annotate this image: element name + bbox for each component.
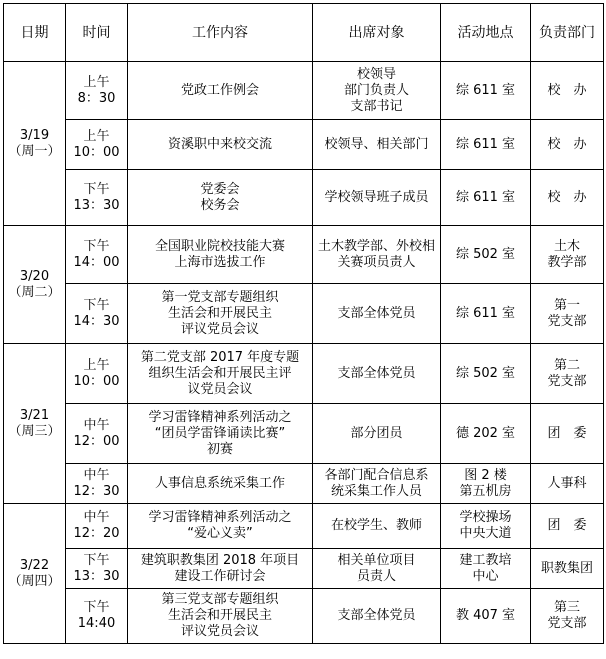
date-cell xyxy=(4,62,66,226)
content-cell xyxy=(128,284,313,344)
dept-cell xyxy=(531,504,604,549)
time-cell xyxy=(66,589,128,644)
dept-cell xyxy=(531,170,604,226)
attendees-cell xyxy=(313,226,441,284)
location-cell-text: 综 611 室 xyxy=(455,305,516,321)
attendees-cell-text: 学校领导班子成员 xyxy=(324,189,429,205)
attendees-cell xyxy=(313,589,441,644)
header-attendees: 出席对象 xyxy=(313,4,441,62)
table-row xyxy=(4,226,604,284)
attendees-cell-text: 各部门配合信息系 统采集工作人员 xyxy=(324,467,429,499)
location-cell-text: 综 611 室 xyxy=(455,189,516,205)
dept-cell xyxy=(531,120,604,170)
attendees-cell xyxy=(313,549,441,589)
dept-cell-text: 人事科 xyxy=(547,475,587,491)
dept-cell xyxy=(531,589,604,644)
content-cell-text: 党委会 校务会 xyxy=(200,181,240,213)
content-cell xyxy=(128,120,313,170)
content-cell-text: 资溪职中来校交流 xyxy=(167,136,272,152)
location-cell xyxy=(441,284,531,344)
location-cell-text: 图 2 楼 第五机房 xyxy=(459,467,512,499)
header-date: 日期 xyxy=(4,4,66,62)
content-cell-text: 第三党支部专题组织 生活会和开展民主 评议党员会议 xyxy=(161,592,279,639)
schedule-table xyxy=(3,3,604,644)
date-text: 3/19 （周一） xyxy=(8,127,61,159)
content-cell-text: 人事信息系统采集工作 xyxy=(154,475,285,491)
dept-cell xyxy=(531,62,604,120)
header-row xyxy=(4,4,604,62)
content-cell xyxy=(128,170,313,226)
time-cell-text: 中午 12：30 xyxy=(73,467,120,499)
location-cell-text: 建工教培 中心 xyxy=(459,552,512,584)
content-cell-text: 第二党支部 2017 年度专题 组织生活会和开展民主评 议党员会议 xyxy=(140,349,300,397)
dept-cell-text: 第一 党支部 xyxy=(547,297,587,329)
time-cell-text: 下午 14:40 xyxy=(77,600,116,631)
dept-cell-text: 职教集团 xyxy=(540,560,593,576)
time-cell-text: 下午 14：00 xyxy=(73,238,120,270)
time-cell xyxy=(66,226,128,284)
dept-cell xyxy=(531,226,604,284)
date-text: 3/22 （周四） xyxy=(8,557,61,589)
location-cell xyxy=(441,504,531,549)
content-cell xyxy=(128,549,313,589)
header-location: 活动地点 xyxy=(441,4,531,62)
header-content: 工作内容 xyxy=(128,4,313,62)
attendees-cell xyxy=(313,464,441,504)
dept-cell-text: 团 委 xyxy=(547,518,587,533)
location-cell xyxy=(441,344,531,404)
table-row xyxy=(4,504,604,549)
dept-cell-text: 校 办 xyxy=(547,82,587,98)
table-row xyxy=(4,170,604,226)
attendees-cell-text: 支部全体党员 xyxy=(337,305,416,321)
attendees-cell xyxy=(313,284,441,344)
dept-cell-text: 第三 党支部 xyxy=(547,600,587,631)
location-cell xyxy=(441,404,531,464)
content-cell-text: 学习雷锋精神系列活动之 “爱心义卖” xyxy=(148,510,292,541)
attendees-cell-text: 支部全体党员 xyxy=(337,608,416,623)
attendees-cell-text: 在校学生、教师 xyxy=(330,518,422,533)
content-cell xyxy=(128,62,313,120)
table-row xyxy=(4,120,604,170)
content-cell xyxy=(128,464,313,504)
time-cell xyxy=(66,404,128,464)
time-cell xyxy=(66,464,128,504)
content-cell-text: 第一党支部专题组织 生活会和开展民主 评议党员会议 xyxy=(161,289,279,337)
dept-cell-text: 第二 党支部 xyxy=(547,357,587,389)
dept-cell xyxy=(531,464,604,504)
time-cell xyxy=(66,504,128,549)
header-time: 时间 xyxy=(66,4,128,62)
location-cell-text: 综 611 室 xyxy=(455,136,516,152)
content-cell xyxy=(128,589,313,644)
table-row xyxy=(4,62,604,120)
dept-cell xyxy=(531,404,604,464)
time-cell-text: 中午 12：20 xyxy=(73,510,120,541)
time-cell-text: 上午 8：30 xyxy=(77,74,116,106)
location-cell xyxy=(441,226,531,284)
location-cell xyxy=(441,589,531,644)
dept-cell-text: 团 委 xyxy=(547,425,587,441)
dept-cell-text: 校 办 xyxy=(547,189,587,205)
dept-cell-text: 土木 教学部 xyxy=(547,238,587,270)
attendees-cell-text: 土木教学部、外校相 关赛项员责人 xyxy=(317,238,435,270)
table-row xyxy=(4,589,604,644)
attendees-cell xyxy=(313,504,441,549)
dept-cell xyxy=(531,344,604,404)
location-cell-text: 教 407 室 xyxy=(455,608,516,623)
time-cell xyxy=(66,120,128,170)
content-cell xyxy=(128,404,313,464)
attendees-cell-text: 相关单位项目 员责人 xyxy=(337,552,416,584)
location-cell xyxy=(441,549,531,589)
time-cell-text: 上午 10：00 xyxy=(73,357,120,389)
content-cell-text: 建筑职教集团 2018 年项目 建设工作研讨会 xyxy=(140,552,300,584)
time-cell xyxy=(66,549,128,589)
location-cell-text: 学校操场 中央大道 xyxy=(459,510,512,541)
time-cell xyxy=(66,62,128,120)
attendees-cell xyxy=(313,170,441,226)
table-row xyxy=(4,549,604,589)
location-cell-text: 综 502 室 xyxy=(455,246,516,262)
table-row xyxy=(4,344,604,404)
time-cell-text: 上午 10：00 xyxy=(73,128,120,160)
date-text: 3/20 （周二） xyxy=(8,268,61,300)
dept-cell xyxy=(531,549,604,589)
content-cell-text: 党政工作例会 xyxy=(180,82,259,98)
time-cell-text: 下午 14：30 xyxy=(73,297,120,329)
content-cell-text: 学习雷锋精神系列活动之 “团员学雷锋诵读比赛” 初赛 xyxy=(148,409,292,457)
time-cell xyxy=(66,170,128,226)
attendees-cell xyxy=(313,344,441,404)
location-cell xyxy=(441,170,531,226)
attendees-cell xyxy=(313,120,441,170)
time-cell-text: 中午 12：00 xyxy=(73,417,120,449)
attendees-cell xyxy=(313,404,441,464)
date-cell xyxy=(4,504,66,644)
attendees-cell-text: 支部全体党员 xyxy=(337,365,416,381)
table-row xyxy=(4,404,604,464)
content-cell xyxy=(128,344,313,404)
attendees-cell-text: 校领导 部门负责人 支部书记 xyxy=(343,66,409,114)
time-cell xyxy=(66,344,128,404)
date-cell xyxy=(4,226,66,344)
location-cell-text: 综 502 室 xyxy=(455,365,516,381)
time-cell-text: 下午 13：30 xyxy=(73,552,120,584)
table-row xyxy=(4,284,604,344)
location-cell-text: 德 202 室 xyxy=(455,425,516,441)
content-cell xyxy=(128,226,313,284)
attendees-cell-text: 部分团员 xyxy=(350,425,403,441)
content-cell-text: 全国职业院校技能大赛 上海市选拔工作 xyxy=(154,238,285,270)
content-cell xyxy=(128,504,313,549)
date-text: 3/21 （周三） xyxy=(8,407,61,439)
table-row xyxy=(4,464,604,504)
location-cell xyxy=(441,464,531,504)
date-cell xyxy=(4,344,66,504)
dept-cell xyxy=(531,284,604,344)
attendees-cell-text: 校领导、相关部门 xyxy=(324,136,429,152)
time-cell-text: 下午 13：30 xyxy=(73,181,120,213)
attendees-cell xyxy=(313,62,441,120)
location-cell xyxy=(441,120,531,170)
header-dept: 负责部门 xyxy=(531,4,604,62)
location-cell-text: 综 611 室 xyxy=(455,82,516,98)
location-cell xyxy=(441,62,531,120)
time-cell xyxy=(66,284,128,344)
dept-cell-text: 校 办 xyxy=(547,136,587,152)
